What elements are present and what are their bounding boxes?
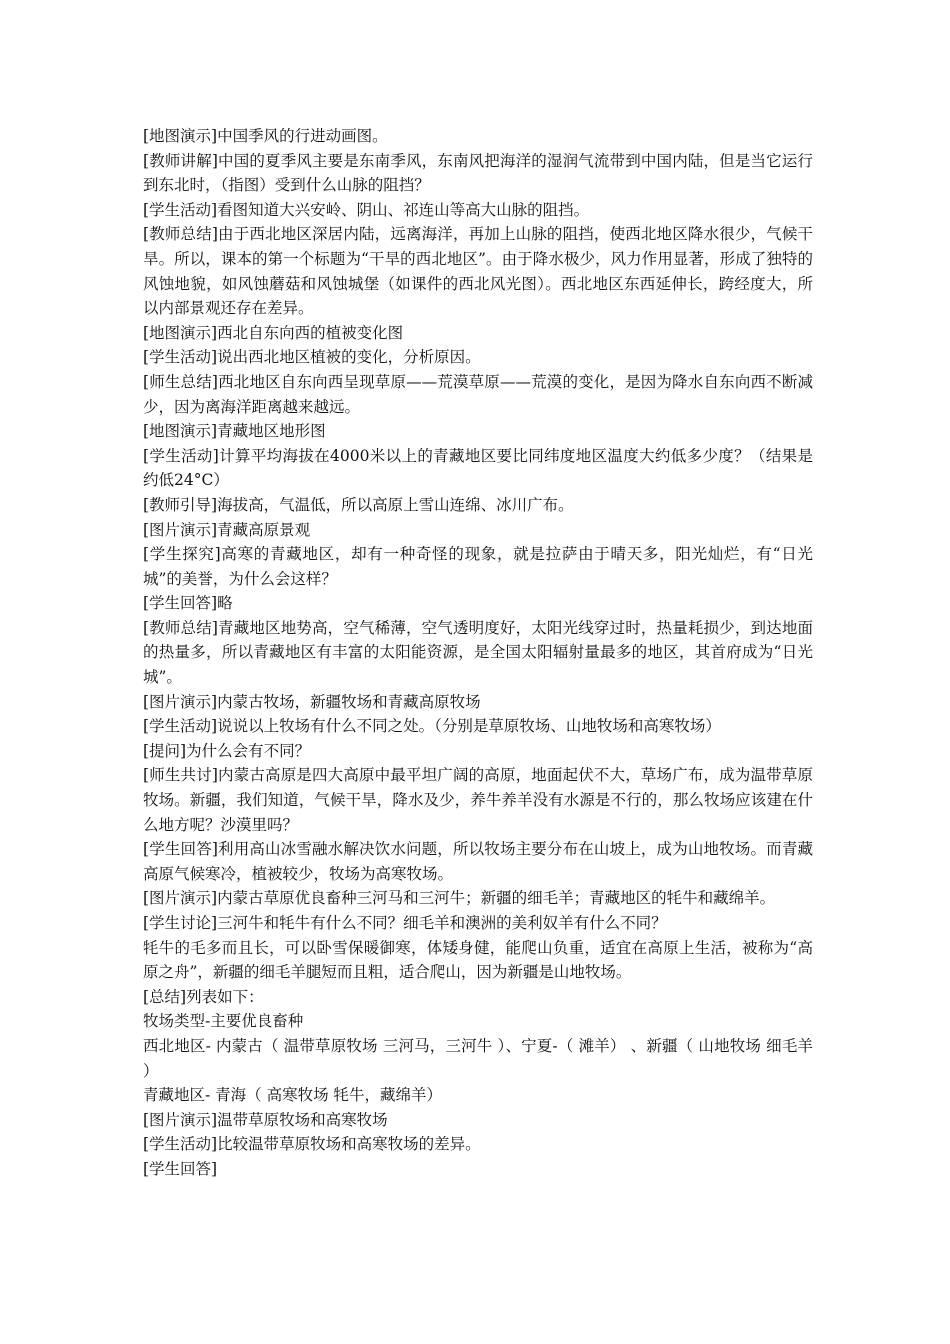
paragraph: [学生活动]看图知道大兴安岭、阴山、祁连山等高大山脉的阻挡。: [143, 200, 590, 219]
paragraph: [图片演示]内蒙古草原优良畜种三河马和三河牛；新疆的细毛羊；青藏地区的牦牛和藏绵羊。: [143, 889, 776, 908]
paragraph: [教师讲解]中国的夏季风主要是东南季风，东南风把海洋的湿润气流带到中国内陆，但是当它运行到东北时，（指图）受到什么山脉的阻挡？: [143, 151, 813, 195]
paragraph: [教师引导]海拔高，气温低，所以高原上雪山连绵、冰川广布。: [143, 495, 574, 514]
paragraph: [地图演示]中国季风的行进动画图。: [143, 127, 388, 145]
paragraph: [学生活动]说出西北地区植被的变化，分析原因。: [143, 348, 481, 367]
paragraph: [教师总结]青藏地区地势高，空气稀薄，空气透明度好，太阳光线穿过时，热量耗损少，到达地面的热量多，所以青藏地区有丰富的太阳能资源，是全国太阳辐射量最多的地区，其首府成为“日光城”。: [143, 618, 813, 687]
paragraph: [学生探究]高寒的青藏地区，却有一种奇怪的现象，就是拉萨由于晴天多，阳光灿烂，有“日光城”的美誉，为什么会这样？: [143, 545, 813, 588]
paragraph: 牧场类型-主要优良畜种: [143, 1012, 304, 1031]
paragraph: [图片演示]内蒙古牧场，新疆牧场和青藏高原牧场: [143, 692, 481, 711]
paragraph: 青藏地区- 青海（ 高寒牧场 牦牛，藏绵羊）: [143, 1086, 443, 1105]
paragraph: [提问]为什么会有不同？: [143, 741, 311, 760]
paragraph: [学生回答]: [143, 1159, 218, 1178]
paragraph: [学生活动]说说以上牧场有什么不同之处。（分别是草原牧场、山地牧场和高寒牧场）: [143, 717, 721, 736]
paragraph: [学生活动]计算平均海拔在4000米以上的青藏地区要比同纬度地区温度大约低多少度？（结果是约低24°C）: [143, 446, 813, 490]
paragraph: [地图演示]西北自东向西的植被变化图: [143, 323, 404, 342]
paragraph: [地图演示]青藏地区地形图: [143, 422, 326, 441]
paragraph: 牦牛的毛多而且长，可以卧雪保暖御寒，体矮身健，能爬山负重，适宜在高原上生活，被称为“高原之舟”，新疆的细毛羊腿短而且粗，适合爬山，因为新疆是山地牧场。: [143, 938, 813, 982]
paragraph: [总结]列表如下：: [143, 987, 264, 1006]
paragraph: [教师总结]由于西北地区深居内陆，远离海洋，再加上山脉的阻挡，使西北地区降水很少，气候干旱。所以，课本的第一个标题为“干旱的西北地区”。由于降水极少，风力作用显著，形成了独特的风蚀地貌，如风蚀蘑菇和风蚀城堡（如课件的西北风光图）。西北地区东西延伸长，跨经度大，所以内部景观还存在差异。: [143, 225, 813, 318]
paragraph: 西北地区- 内蒙古（ 温带草原牧场 三河马，三河牛 ）、宁夏-（ 滩羊） 、新疆（ 山地牧场 细毛羊 ）: [143, 1036, 813, 1080]
paragraph: [师生共讨]内蒙古高原是四大高原中最平坦广阔的高原，地面起伏不大，草场广布，成为温带草原牧场。新疆，我们知道，气候干旱，降水及少，养牛养羊没有水源是不行的，那么牧场应该建在什么地方呢？沙漠里吗？: [143, 766, 813, 834]
paragraph: [学生回答]略: [143, 594, 233, 613]
paragraph: [图片演示]青藏高原景观: [143, 520, 311, 539]
paragraph: [学生讨论]三河牛和牦牛有什么不同？细毛羊和澳洲的美利奴羊有什么不同？: [143, 914, 667, 932]
document-body: [143, 124, 813, 1182]
paragraph: [学生回答]利用高山冰雪融水解决饮水问题，所以牧场主要分布在山坡上，成为山地牧场。而青藏高原气候寒冷，植被较少，牧场为高寒牧场。: [143, 840, 813, 883]
paragraph: [学生活动]比较温带草原牧场和高寒牧场的差异。: [143, 1135, 481, 1154]
paragraph: [师生总结]西北地区自东向西呈现草原——荒漠草原——荒漠的变化，是因为降水自东向西不断减少，因为离海洋距离越来越远。: [143, 372, 813, 416]
paragraph: [图片演示]温带草原牧场和高寒牧场: [143, 1110, 388, 1129]
